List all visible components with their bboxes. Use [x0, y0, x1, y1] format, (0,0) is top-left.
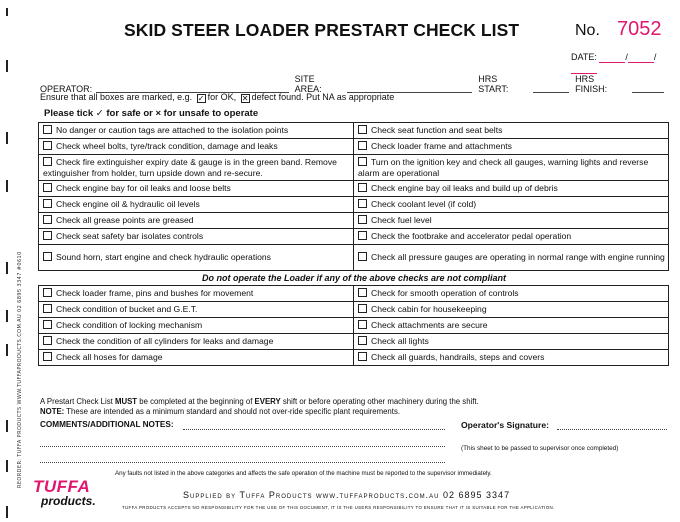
table-row [39, 334, 669, 350]
check-item [39, 286, 354, 302]
check-item [39, 302, 354, 318]
check-item-label: Check all lights [371, 336, 429, 346]
perforation-ticks [2, 0, 12, 522]
operator-label: OPERATOR: [40, 84, 93, 94]
checkbox[interactable] [358, 199, 367, 208]
ensure-instructions: Ensure that all boxes are marked, e.g. ✓ for OK, ✕ defect found. Put NA as appropriate [40, 92, 395, 103]
checkbox[interactable] [43, 336, 52, 345]
check-item [354, 318, 669, 334]
check-item-label: Check all guards, handrails, steps and covers [371, 352, 545, 362]
check-item-label: Check loader frame and attachments [371, 141, 512, 151]
checkbox[interactable] [358, 352, 367, 361]
check-item [39, 245, 354, 271]
check-item-label: Sound horn, start engine and check hydraulic operations [56, 252, 271, 262]
comments-line-2[interactable] [40, 446, 445, 447]
check-item [354, 245, 669, 271]
checkbox[interactable] [358, 336, 367, 345]
checkbox[interactable] [43, 252, 52, 261]
check-item [354, 181, 669, 197]
table-row [39, 155, 669, 181]
check-item [39, 123, 354, 139]
defect-example-box: ✕ [241, 94, 249, 103]
check-item-label: Check all hoses for damage [56, 352, 163, 362]
table-row [39, 123, 669, 139]
check-item-label: Check attachments are secure [371, 320, 488, 330]
comments-label: COMMENTS/ADDITIONAL NOTES: [40, 420, 174, 429]
checkbox[interactable] [358, 231, 367, 240]
checkbox[interactable] [43, 141, 52, 150]
checkbox[interactable] [43, 304, 52, 313]
checkbox[interactable] [43, 183, 52, 192]
table-row [39, 302, 669, 318]
site-area-label: SITE AREA: [294, 74, 322, 94]
check-item [39, 229, 354, 245]
check-item [354, 123, 669, 139]
check-item [354, 302, 669, 318]
please-tick-heading: Please tick ✓ for safe or × for unsafe to operate [44, 108, 259, 119]
hrs-finish-field[interactable] [632, 84, 664, 93]
checkbox[interactable] [43, 215, 52, 224]
serial-number: 7052 [617, 18, 662, 40]
check-item-label: Check engine bay oil leaks and build up of debris [371, 183, 558, 193]
signature-label: Operator's Signature: [461, 420, 549, 430]
checkbox[interactable] [43, 320, 52, 329]
hrs-finish-label: HRS FINISH: [575, 74, 608, 94]
check-item-label: Turn on the ignition key and check all gauges, warning lights and reverse alarm are operational [358, 156, 649, 178]
check-item [354, 197, 669, 213]
check-item [39, 318, 354, 334]
checkbox[interactable] [358, 125, 367, 134]
faults-note: Any faults not listed in the above categories and affects the safe operation of the machine must be reported to the supervisor immediately. [115, 470, 492, 477]
signature-note: (This sheet to be passed to supervisor once completed) [461, 445, 619, 452]
checkbox[interactable] [43, 231, 52, 240]
check-item [39, 181, 354, 197]
checkbox[interactable] [43, 157, 52, 166]
check-item-label: Check cabin for housekeeping [371, 304, 487, 314]
check-item-label: Check fuel level [371, 215, 432, 225]
hrs-start-label: HRS START: [478, 74, 509, 94]
comments-line-3[interactable] [40, 462, 445, 463]
checks-table [38, 122, 669, 366]
checkbox[interactable] [358, 215, 367, 224]
supplied-by: Supplied by Tuffa Products www.tuffaproducts.com.au 02 6895 3347 [183, 490, 511, 500]
check-item-label: Check the condition of all cylinders for leaks and damage [56, 336, 274, 346]
check-item-label: Check fire extinguisher expiry date & gauge is in the green band. Remove extinguisher from holder, turn upside down and re-secure. [43, 156, 337, 178]
checkbox[interactable] [358, 141, 367, 150]
checkbox[interactable] [358, 157, 367, 166]
check-item-label: Check coolant level (if cold) [371, 199, 477, 209]
table-row [39, 181, 669, 197]
comments-line-1[interactable] [183, 429, 445, 430]
table-row [39, 213, 669, 229]
check-item [354, 334, 669, 350]
check-item-label: Check seat function and seat belts [371, 125, 503, 135]
check-item [354, 350, 669, 366]
checkbox[interactable] [43, 125, 52, 134]
signature-field[interactable] [557, 429, 667, 430]
table-row [39, 139, 669, 155]
check-item-label: No danger or caution tags are attached to the isolation points [56, 125, 289, 135]
checkbox[interactable] [358, 304, 367, 313]
check-item [354, 213, 669, 229]
check-item-label: Check all grease points are greased [56, 215, 194, 225]
check-item-label: Check condition of locking mechanism [56, 320, 203, 330]
check-item [354, 229, 669, 245]
check-item-label: Check engine oil & hydraulic oil levels [56, 199, 200, 209]
checkbox[interactable] [43, 199, 52, 208]
table-row [39, 286, 669, 302]
check-item [39, 139, 354, 155]
info-row [40, 74, 670, 94]
check-item [39, 334, 354, 350]
checkbox[interactable] [43, 288, 52, 297]
do-not-operate-warning: Do not operate the Loader if any of the above checks are not compliant [39, 271, 669, 286]
checkbox[interactable] [358, 252, 367, 261]
number-label: No. [575, 22, 600, 39]
check-item [39, 155, 354, 181]
check-item-label: Check for smooth operation of controls [371, 288, 519, 298]
table-row [39, 350, 669, 366]
check-item-label: Check condition of bucket and G.E.T. [56, 304, 198, 314]
table-row [39, 245, 669, 271]
divider-row [39, 271, 669, 286]
checkbox[interactable] [358, 320, 367, 329]
check-item [354, 155, 669, 181]
check-item-label: Check engine bay for oil leaks and loose belts [56, 183, 231, 193]
check-item [39, 350, 354, 366]
page-title: SKID STEER LOADER PRESTART CHECK LIST [124, 20, 520, 40]
reorder-side-text: REORDER: TUFFA PRODUCTS WWW.TUFFAPRODUCTS.COM.AU 02 6895 3347 #0610 [17, 251, 23, 488]
checkbox[interactable] [43, 352, 52, 361]
table-row [39, 197, 669, 213]
checkbox[interactable] [358, 288, 367, 297]
ok-example-box: ✓ [197, 94, 205, 103]
check-item-label: Check wheel bolts, tyre/track condition, damage and leaks [56, 141, 278, 151]
check-item [39, 213, 354, 229]
table-row [39, 229, 669, 245]
hrs-start-field[interactable] [533, 84, 569, 93]
check-item-label: Check the footbrake and accelerator pedal operation [371, 231, 572, 241]
check-item [354, 139, 669, 155]
checkbox[interactable] [358, 183, 367, 192]
check-item [354, 286, 669, 302]
check-item-label: Check loader frame, pins and bushes for movement [56, 288, 254, 298]
tuffa-logo: TUFFA products. [33, 477, 96, 508]
check-item-label: Check all pressure gauges are operating in normal range with engine running [371, 252, 665, 262]
date-field[interactable]: DATE: / / [571, 52, 680, 74]
check-item [39, 197, 354, 213]
date-label: DATE: [571, 52, 597, 62]
notes-block: A Prestart Check List MUST be completed at the beginning of EVERY shift or before operating other machinery during the shift. NOTE: These are intended as a minimum standard and should not over-ride specific plant requirements. [40, 397, 479, 416]
table-row [39, 318, 669, 334]
disclaimer: TUFFA PRODUCTS ACCEPTS NO RESPONSIBILITY FOR THE USE OF THIS DOCUMENT, IT IS THE USERS RESPONSIBILITY TO ENSURE THAT IT IS SUITABLE FOR THE APPLICATION. [122, 505, 555, 510]
check-item-label: Check seat safety bar isolates controls [56, 231, 204, 241]
